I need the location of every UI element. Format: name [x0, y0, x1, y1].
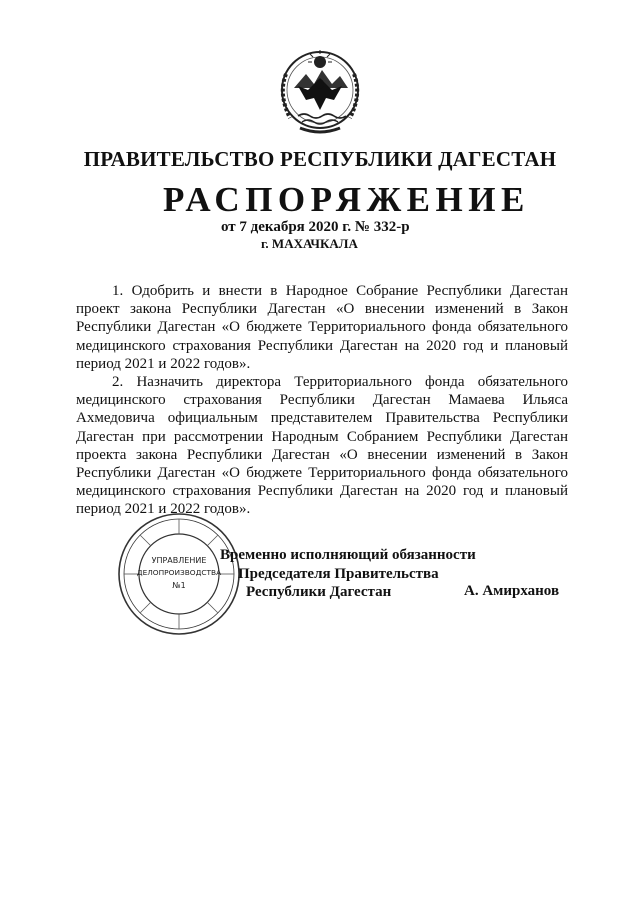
- coat-of-arms-icon: [268, 44, 372, 136]
- order-paragraph-1: 1. Одобрить и внести в Народное Собрание Республики Дагестан проект закона Республики Дагестан «О внесении изменений в Закон Республики Дагестан «О бюджете Территориального фонда обязательного медицинского страхования Республики Дагестан на 2020 год и плановый период 2021 и 2022 годов».: [76, 283, 568, 372]
- position-line-3: Республики Дагестан: [246, 584, 392, 600]
- position-line-2: Председателя Правительства: [238, 565, 439, 582]
- seal-line-3: №1: [172, 581, 186, 590]
- order-paragraph-2: 2. Назначить директора Территориального фонда обязательного медицинского страхования Республики Дагестан Мамаева Ильяса Ахмедовича официальным представителем Правительства Республики Дагестан при рассмотрении Народным Собранием Республики Дагестан проекта закона Республики Дагестан «О внесении изменений в Закон Республики Дагестан «О бюджете Территориального фонда обязательного медицинского страхования Республики Дагестан на 2020 год и плановый период 2021 и 2022 годов».: [76, 374, 568, 518]
- document-type-title: РАСПОРЯЖЕНИЕ: [163, 180, 530, 219]
- signatory-name: А. Амирханов: [464, 583, 560, 599]
- order-body: [76, 282, 568, 519]
- order-date-number: от 7 декабря 2020 г. № 332-р: [221, 219, 410, 235]
- position-line-1: Временно исполняющий обязанности: [220, 547, 476, 563]
- order-city: г. МАХАЧКАЛА: [261, 236, 358, 251]
- government-title: ПРАВИТЕЛЬСТВО РЕСПУБЛИКИ ДАГЕСТАН: [83, 147, 557, 171]
- seal-line-2: ДЕЛОПРОИЗВОДСТВА: [136, 568, 222, 577]
- signatory-position: [220, 546, 476, 602]
- seal-line-1: УПРАВЛЕНИЕ: [151, 556, 207, 565]
